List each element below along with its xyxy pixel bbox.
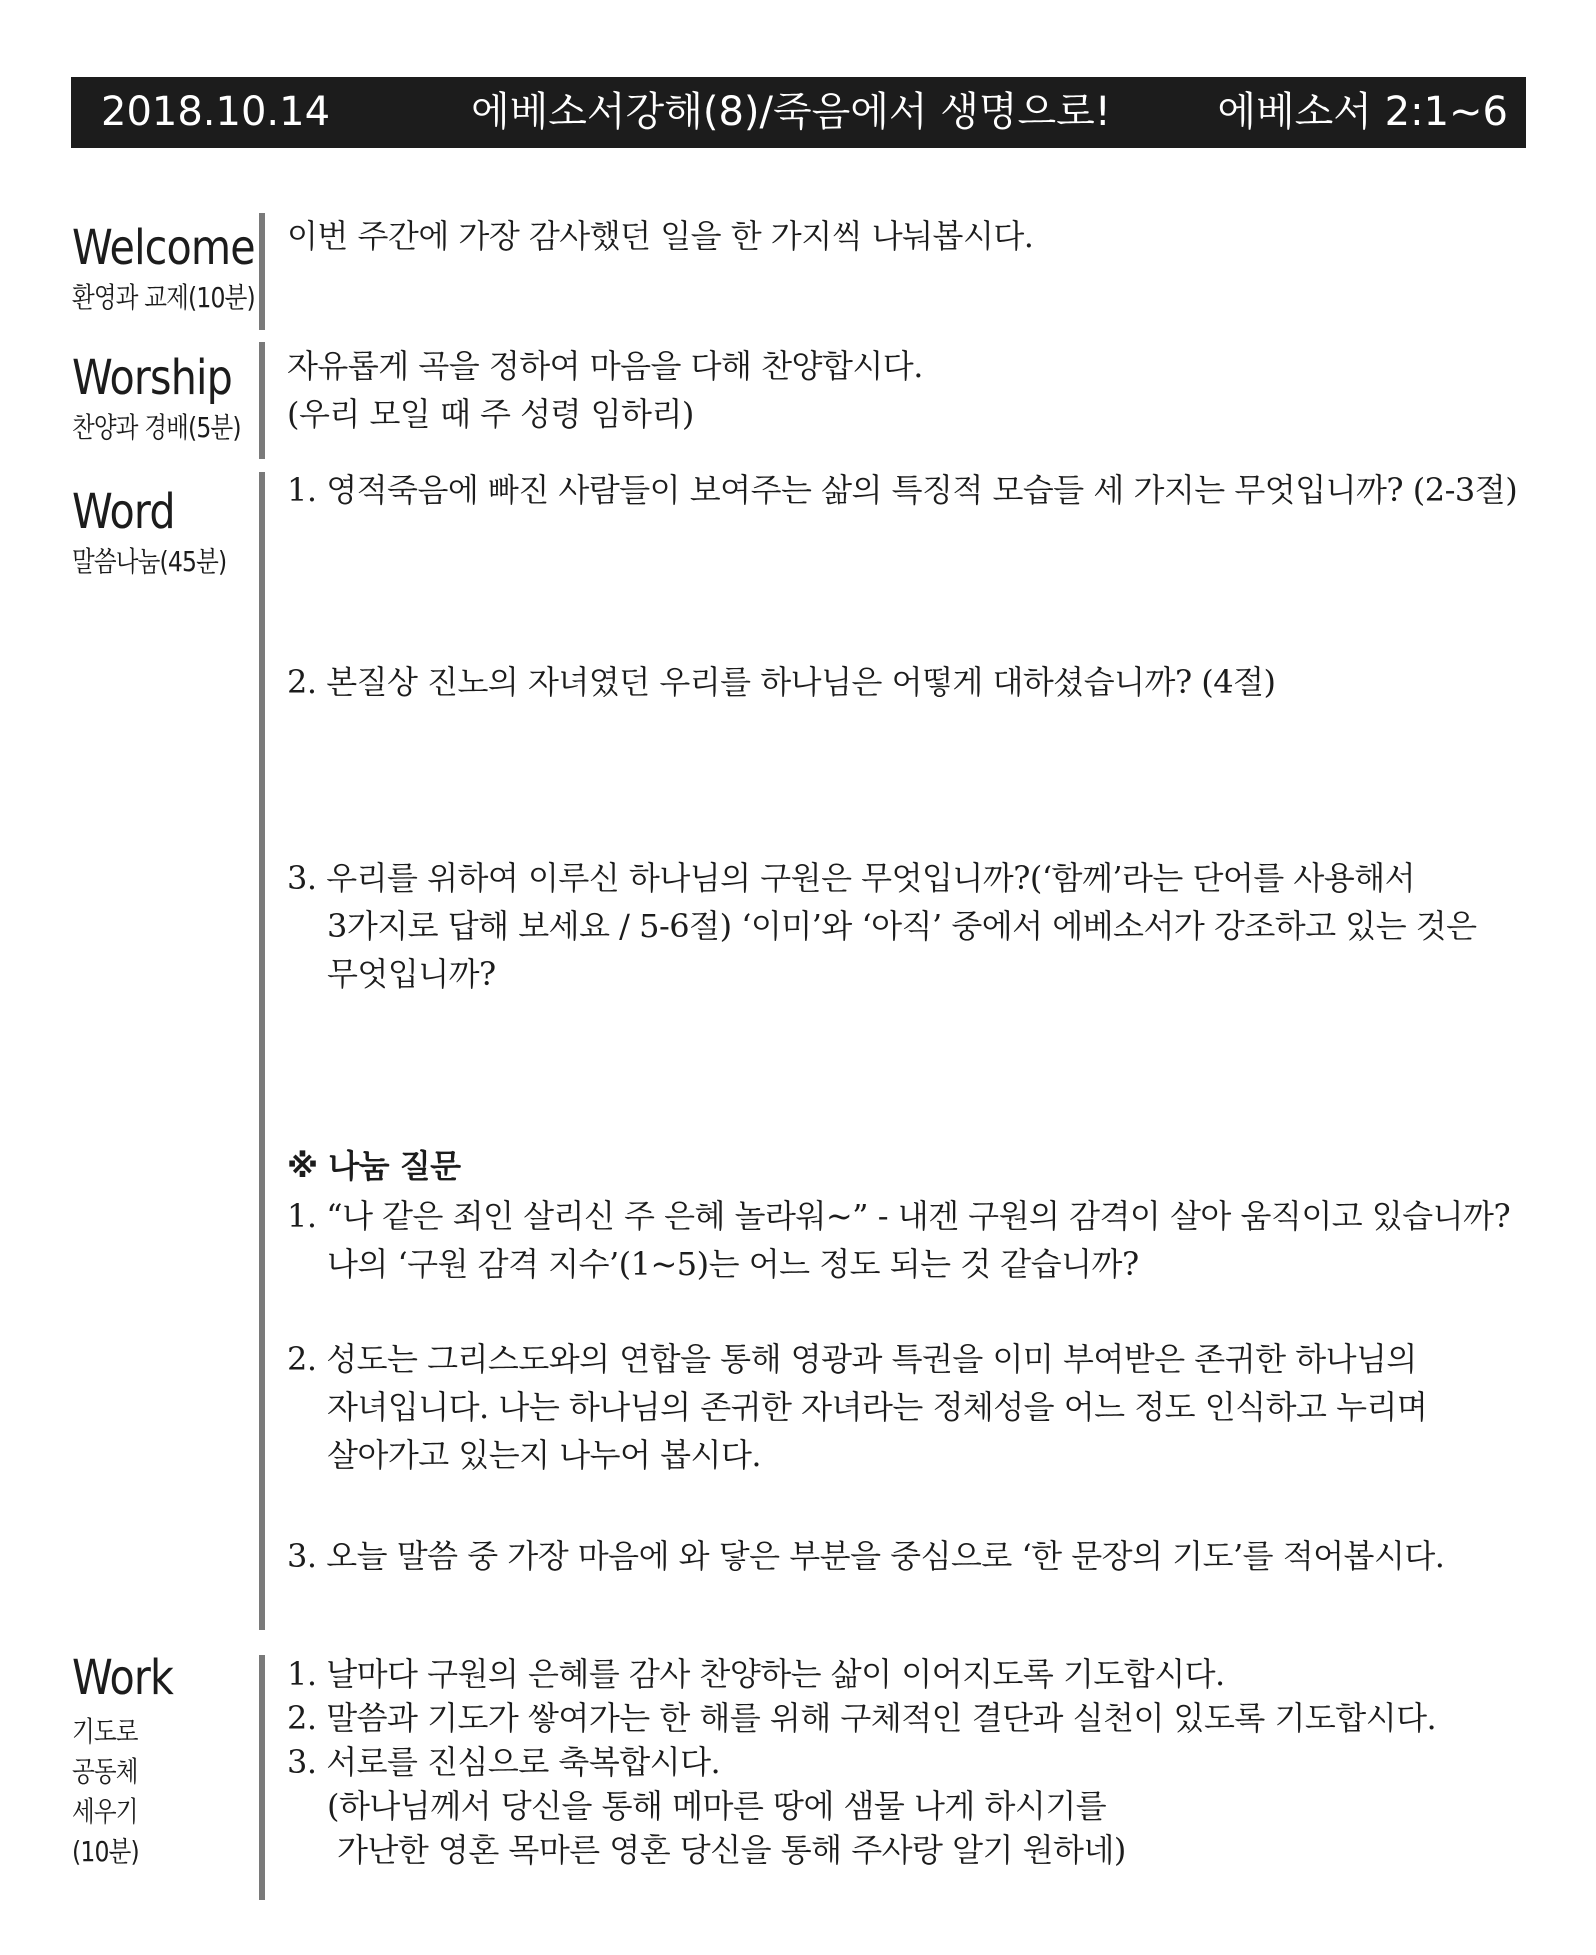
word-question-2: 2. 본질상 진노의 자녀였던 우리를 하나님은 어떻게 대하셨습니까? (4절)	[287, 663, 1276, 701]
sharing-question-1	[287, 1192, 1510, 1288]
worship-label	[72, 348, 273, 448]
work-divider	[259, 1655, 265, 1900]
word-question-3	[287, 854, 1477, 998]
word-subtitle: 말씀나눔(45분)	[72, 545, 227, 578]
welcome-text: 이번 주간에 가장 감사했던 일을 한 가지씩 나눠봅시다.	[287, 217, 1034, 255]
welcome-subtitle: 환영과 교제(10분)	[72, 281, 255, 314]
work-item-3: 3. 서로를 진심으로 축복합시다.	[287, 1743, 721, 1781]
welcome-title: Welcome	[72, 220, 255, 276]
work-subtitle-line-1: 기도로	[72, 1715, 138, 1748]
word-question-3-line-1: 3. 우리를 위하여 이루신 하나님의 구원은 무엇입니까?(‘함께’라는 단어를 사용해서	[287, 859, 1416, 897]
sharing-question-2	[287, 1335, 1427, 1479]
sharing-question-2-line-2: 자녀입니다. 나는 하나님의 존귀한 자녀라는 정체성을 어느 정도 인식하고 누리며	[327, 1388, 1428, 1426]
work-song-line-1: (하나님께서 당신을 통해 메마른 땅에 샘물 나게 하시기를	[327, 1787, 1107, 1825]
work-song-line-2: 가난한 영혼 목마른 영혼 당신을 통해 주사랑 알기 원하네)	[337, 1831, 1126, 1869]
word-question-3-line-3: 무엇입니까?	[327, 955, 496, 993]
work-subtitle-line-4: (10분)	[72, 1835, 139, 1868]
work-item-1: 1. 날마다 구원의 은혜를 감사 찬양하는 삶이 이어지도록 기도합시다.	[287, 1655, 1225, 1693]
worship-text	[287, 342, 923, 438]
work-subtitle-line-3: 세우기	[72, 1795, 138, 1828]
work-item-2: 2. 말씀과 기도가 쌓여가는 한 해를 위해 구체적인 결단과 실천이 있도록 기도합시다.	[287, 1699, 1437, 1737]
sharing-question-1-line-1: 1. “나 같은 죄인 살리신 주 은혜 놀라워~” - 내겐 구원의 감격이 살아 움직이고 있습니까?	[287, 1197, 1511, 1235]
worship-subtitle: 찬양과 경배(5분)	[72, 411, 241, 444]
welcome-divider	[259, 213, 265, 330]
header-reference: 에베소서 2:1~6	[1217, 89, 1508, 135]
worship-line-2: (우리 모일 때 주 성령 임하리)	[287, 395, 694, 433]
work-items	[287, 1652, 1436, 1872]
work-subtitle-line-2: 공동체	[72, 1755, 138, 1788]
worship-divider	[259, 342, 265, 459]
header-date: 2018.10.14	[101, 89, 331, 135]
work-label	[72, 1648, 190, 1872]
header-title: 에베소서강해(8)/죽음에서 생명으로!	[471, 89, 1111, 135]
worship-line-1: 자유롭게 곡을 정하여 마음을 다해 찬양합시다.	[287, 347, 923, 385]
word-question-3-line-2: 3가지로 답해 보세요 / 5-6절) ‘이미’와 ‘아직’ 중에서 에베소서가 강조하고 있는 것은	[327, 907, 1477, 945]
word-title: Word	[72, 484, 175, 540]
header-bar	[71, 77, 1526, 148]
word-question-1: 1. 영적죽음에 빠진 사람들이 보여주는 삶의 특징적 모습들 세 가지는 무엇입니까? (2-3절)	[287, 471, 1518, 509]
sharing-question-2-line-1: 2. 성도는 그리스도와의 연합을 통해 영광과 특권을 이미 부여받은 존귀한 하나님의	[287, 1340, 1417, 1378]
sharing-question-1-line-2: 나의 ‘구원 감격 지수’(1~5)는 어느 정도 되는 것 같습니까?	[327, 1245, 1139, 1283]
word-label	[72, 482, 256, 582]
sharing-question-3: 3. 오늘 말씀 중 가장 마음에 와 닿은 부분을 중심으로 ‘한 문장의 기도’를 적어봅시다.	[287, 1537, 1445, 1575]
word-divider	[259, 472, 265, 1630]
welcome-label	[72, 218, 290, 318]
worship-title: Worship	[72, 350, 232, 406]
work-title: Work	[72, 1650, 174, 1706]
sharing-heading: ※ 나눔 질문	[287, 1147, 461, 1185]
sharing-question-2-line-3: 살아가고 있는지 나누어 봅시다.	[327, 1436, 762, 1474]
